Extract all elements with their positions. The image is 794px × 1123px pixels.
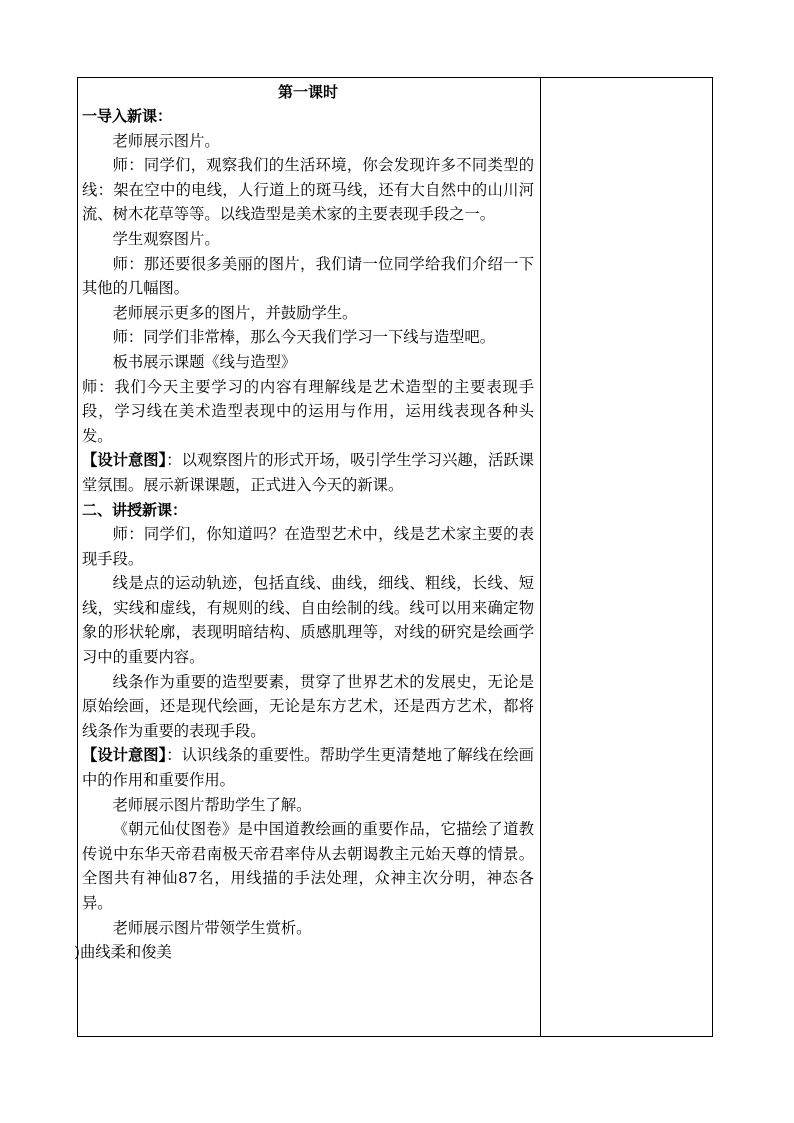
column-divider [540,77,541,1037]
paragraph: 老师展示更多的图片，并鼓励学生。 [112,303,358,322]
design-intent-label: 【设计意图】 [82,451,167,470]
design-intent-text: ：以观察图片的形式开场，吸引学生学习兴趣，活跃课堂氛围。展示新课课题，正式进入今天的新课。 [82,451,534,494]
paragraph: 老师展示图片带领学生赏析。 [112,918,312,937]
paragraph: )曲线柔和俊美 [74,943,172,962]
paragraph: 线是点的运动轨迹，包括直线、曲线，细线、粗线，长线、短线，实线和虚线，有规则的线、自由绘制的线。线可以用来确定物象的形状轮廓，表现明暗结构、质感肌理等，对线的研究是绘画学习中的重要内容。 [82,574,534,667]
design-intent-1 [82,448,534,497]
design-intent-text: ：认识线条的重要性。帮助学生更清楚地了解线在绘画中的作用和重要作用。 [82,746,534,790]
paragraph: 师：我们今天主要学习的内容有理解线是艺术造型的主要表现手段，学习线在美术造型表现中的运用与作用，运用线表现各种头发。 [82,377,534,445]
section-heading-teaching: 二、讲授新课： [82,500,188,519]
page-title: 第一课时 [277,83,338,101]
paragraph: 线条作为重要的造型要素，贯穿了世界艺术的发展史，无论是原始绘画，还是现代绘画，无论是东方艺术，还是西方艺术，都将线条作为重要的表现手段。 [82,672,534,740]
paragraph: 板书展示课题《线与造型》 [112,352,297,371]
paragraph: 师：同学们，你知道吗？在造型艺术中，线是艺术家主要的表现手段。 [82,525,534,568]
section-heading-intro: 一导入新课： [82,107,173,125]
paragraph: 师：同学们非常棒，那么今天我们学习一下线与造型吧。 [112,328,496,347]
paragraph: 《朝元仙仗图卷》是中国道教绘画的重要作品，它描绘了道教传说中东华天帝君南极天帝君率侍从去朝谒教主元始天尊的情景。全图共有神仙87名，用线描的手法处理，众神主次分明，神态各异。 [82,820,534,912]
paragraph: 老师展示图片帮助学生了解。 [112,795,312,814]
paragraph: 师：那还要很多美丽的图片，我们请一位同学给我们介绍一下其他的几幅图。 [82,254,534,298]
paragraph: 师：同学们，观察我们的生活环境，你会发现许多不同类型的线：架在空中的电线，人行道上的斑马线，还有大自然中的山川河流、树木花草等等。以线造型是美术家的主要表现手段之一。 [82,156,534,224]
paragraph: 老师展示图片。 [112,131,220,150]
design-intent-label: 【设计意图】 [82,746,167,765]
paragraph: 学生观察图片。 [112,229,220,248]
design-intent-2 [82,743,534,792]
lesson-content [74,80,534,965]
